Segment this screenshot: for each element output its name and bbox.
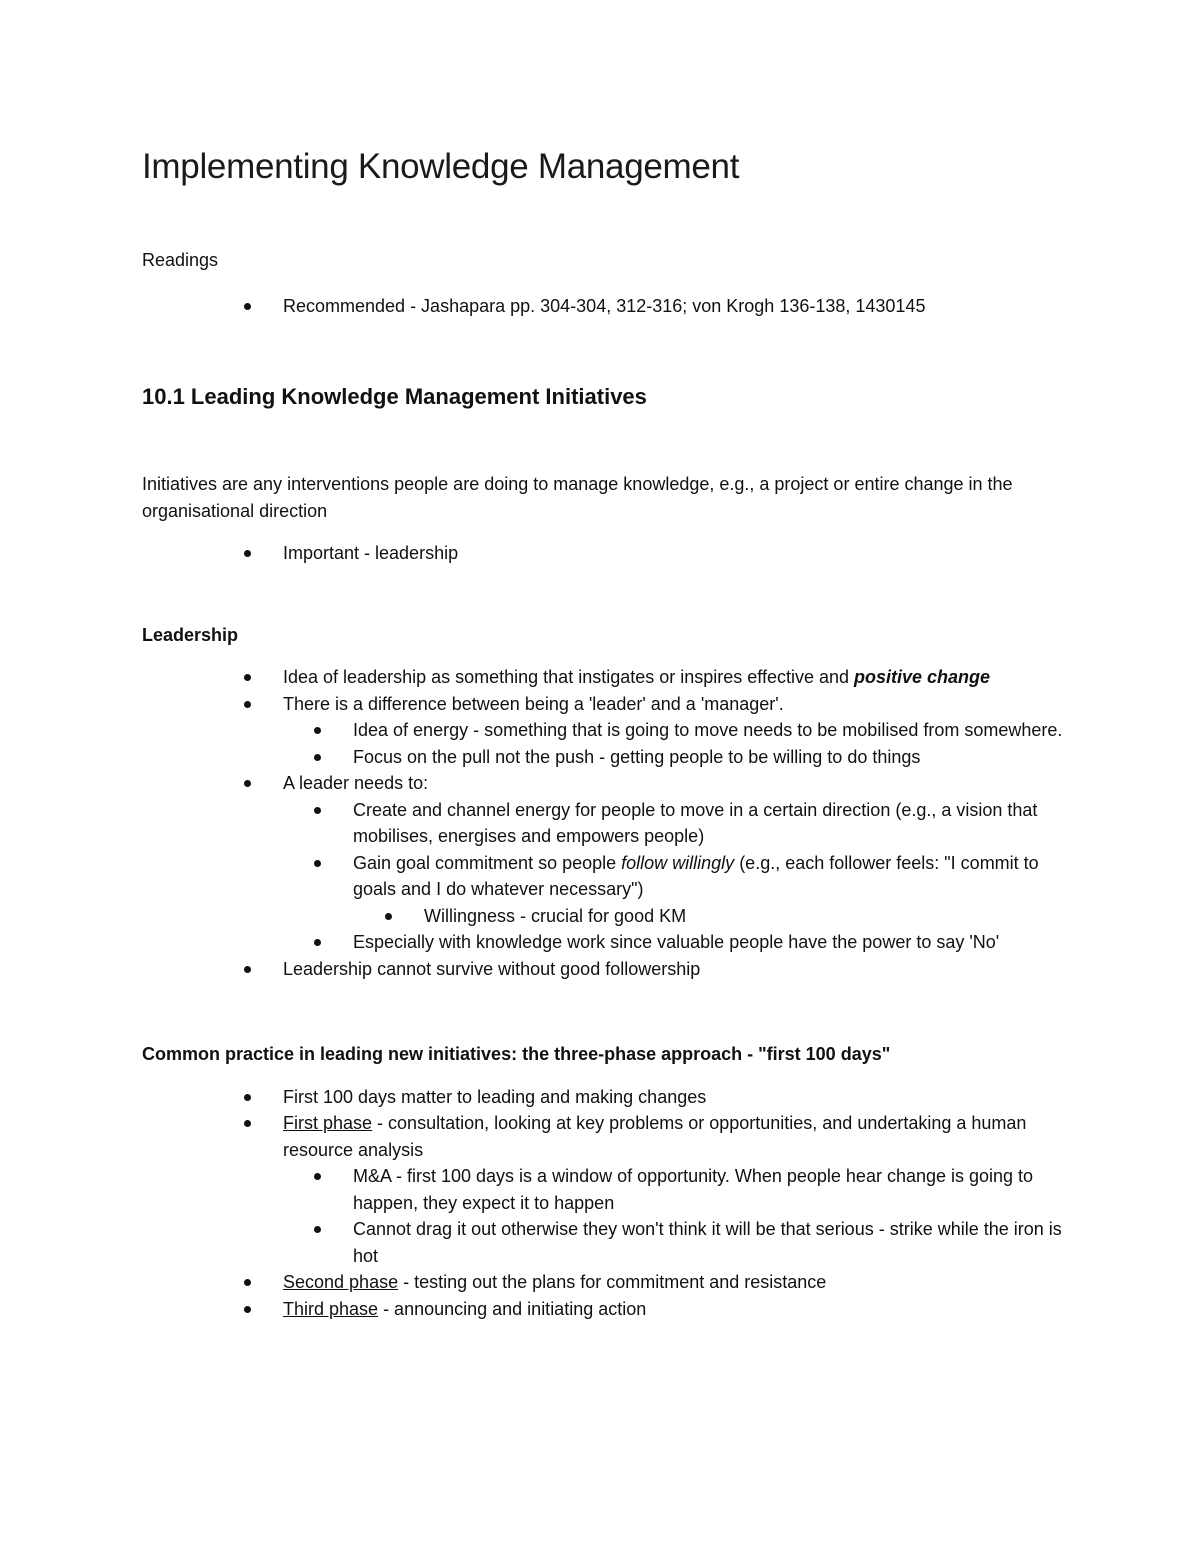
list-item: Recommended - Jashapara pp. 304-304, 312-316; von Krogh 136-138, 1430145 bbox=[142, 293, 1072, 320]
section-list-wrap bbox=[0, 540, 1072, 567]
list-item: Leadership cannot survive without good followership bbox=[142, 956, 1072, 983]
sub-list-item bbox=[142, 850, 1072, 930]
common-practice-list-wrap bbox=[0, 1084, 1072, 1323]
list-item-text: - announcing and initiating action bbox=[378, 1298, 647, 1319]
list-item-text: Idea of leadership as something that instigates or inspires effective and bbox=[283, 667, 855, 687]
list-item-text: Gain goal commitment so people bbox=[353, 852, 622, 873]
document-title: Implementing Knowledge Management bbox=[142, 147, 740, 186]
phase-label: Third phase bbox=[283, 1298, 379, 1319]
list-item bbox=[142, 1269, 1072, 1296]
sub-list-item: Focus on the pull not the push - getting people to be willing to do things bbox=[142, 744, 1072, 771]
list-item bbox=[142, 691, 1072, 771]
list-item-text: - testing out the plans for commitment and resistance bbox=[398, 1272, 827, 1292]
leadership-list bbox=[142, 664, 1072, 982]
readings-list bbox=[142, 293, 1072, 320]
leadership-list-wrap bbox=[0, 664, 1072, 982]
list-item-text: - consultation, looking at key problems or opportunities, and undertaking a human resource analysis bbox=[283, 1113, 1027, 1160]
sub-list-item: Cannot drag it out otherwise they won't think it will be that serious - strike while the iron is hot bbox=[142, 1216, 1072, 1269]
emphasis-text: follow willingly bbox=[621, 852, 735, 873]
section-list bbox=[142, 540, 1072, 567]
list-item bbox=[142, 1296, 1072, 1323]
sub-sub-list-item: Willingness - crucial for good KM bbox=[142, 903, 1072, 930]
phase-label: First phase bbox=[283, 1113, 373, 1133]
list-item-text: A leader needs to: bbox=[283, 773, 429, 793]
sub-list bbox=[142, 797, 1072, 956]
sub-list bbox=[142, 717, 1072, 770]
readings-label: Readings bbox=[142, 250, 219, 270]
sub-list bbox=[142, 1163, 1072, 1269]
sub-list-item: Idea of energy - something that is going to move needs to be mobilised from somewhere. bbox=[142, 717, 1072, 744]
sub-list-item: Create and channel energy for people to move in a certain direction (e.g., a vision that mobilises, energises and empowers people) bbox=[142, 797, 1072, 850]
emphasis-text: positive change bbox=[854, 667, 991, 687]
phase-label: Second phase bbox=[283, 1272, 399, 1292]
sub-list-item: Especially with knowledge work since valuable people have the power to say 'No' bbox=[142, 929, 1072, 956]
list-item-text: (e.g., each follower feels: "I commit to goals and I do whatever necessary") bbox=[353, 852, 1039, 899]
list-item bbox=[142, 1110, 1072, 1269]
list-item bbox=[142, 770, 1072, 956]
document-page bbox=[142, 140, 1072, 1322]
readings-list-wrap bbox=[0, 293, 1072, 320]
list-item bbox=[142, 664, 1072, 691]
common-practice-heading: Common practice in leading new initiatives: the three-phase approach - "first 100 days" bbox=[142, 1044, 891, 1064]
common-practice-list bbox=[142, 1084, 1072, 1323]
list-item-text: There is a difference between being a 'leader' and a 'manager'. bbox=[283, 693, 784, 714]
list-item: Important - leadership bbox=[142, 540, 1072, 567]
sub-list-item: M&A - first 100 days is a window of opportunity. When people hear change is going to happen, they expect it to happen bbox=[142, 1163, 1072, 1216]
section-intro: Initiatives are any interventions people are doing to manage knowledge, e.g., a project or entire change in the organisational direction bbox=[142, 474, 1013, 521]
list-item: First 100 days matter to leading and making changes bbox=[142, 1084, 1072, 1111]
section-heading: 10.1 Leading Knowledge Management Initiatives bbox=[142, 384, 647, 409]
leadership-heading: Leadership bbox=[142, 624, 239, 645]
sub-sub-list bbox=[142, 903, 1072, 930]
